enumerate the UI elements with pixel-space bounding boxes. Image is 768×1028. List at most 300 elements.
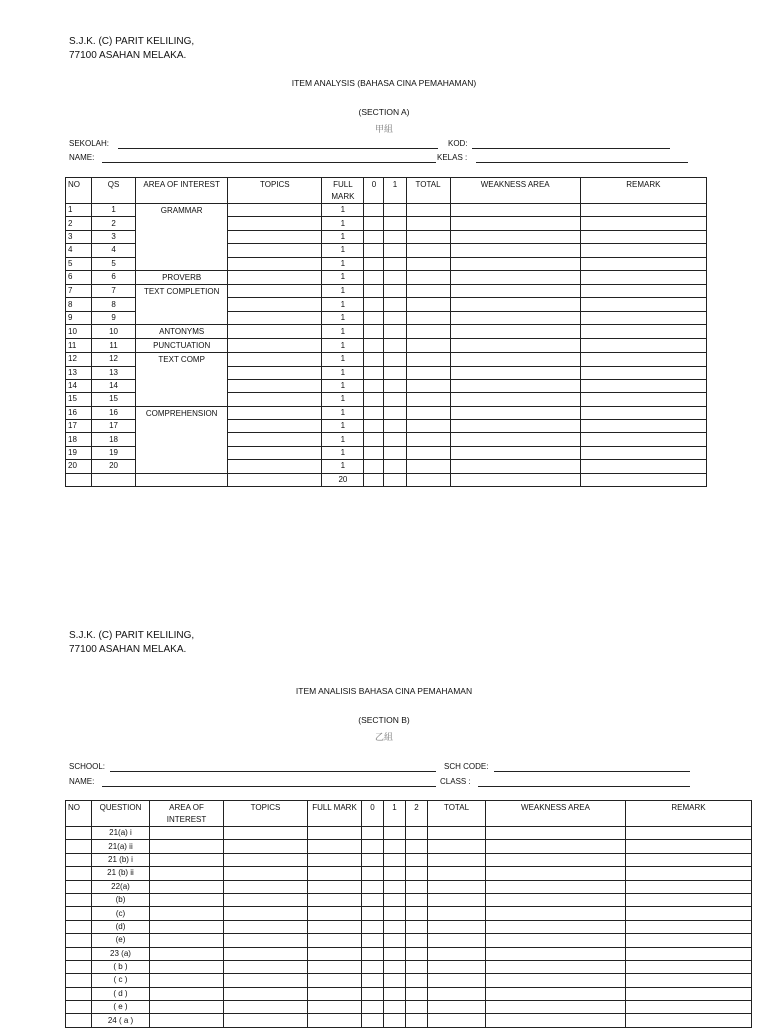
- table-row: [66, 987, 752, 1000]
- weakness-area-cell[interactable]: [486, 867, 626, 880]
- score-2-cell[interactable]: [406, 880, 428, 893]
- remark-cell[interactable]: [626, 960, 752, 973]
- weakness-area-cell[interactable]: [450, 353, 580, 366]
- header-no: NO: [66, 178, 92, 204]
- score-1-cell[interactable]: [384, 987, 406, 1000]
- score-1-cell[interactable]: [384, 1001, 406, 1014]
- total-cell[interactable]: [406, 257, 450, 270]
- question-number: 23 (a): [92, 947, 150, 960]
- total-cell[interactable]: [428, 880, 486, 893]
- full-mark: 1: [322, 244, 364, 257]
- topics-cell[interactable]: [228, 446, 322, 459]
- topics-cell[interactable]: [224, 840, 308, 853]
- row-number: 3: [66, 230, 92, 243]
- score-0-cell[interactable]: [362, 867, 384, 880]
- weakness-area-cell[interactable]: [486, 974, 626, 987]
- score-0-cell[interactable]: [362, 934, 384, 947]
- score-1-cell[interactable]: [384, 867, 406, 880]
- weakness-area-cell[interactable]: [450, 339, 580, 353]
- total-cell[interactable]: [406, 230, 450, 243]
- score-0-cell[interactable]: [364, 473, 384, 486]
- total-cell[interactable]: [428, 840, 486, 853]
- name-field[interactable]: [102, 786, 436, 787]
- topics-cell[interactable]: [224, 1001, 308, 1014]
- total-cell[interactable]: [406, 446, 450, 459]
- question-number: (d): [92, 920, 150, 933]
- question-number: ( e ): [92, 1001, 150, 1014]
- score-1-cell[interactable]: [384, 217, 406, 230]
- score-0-cell[interactable]: [362, 907, 384, 920]
- remark-cell[interactable]: [580, 460, 706, 473]
- table-row: [66, 325, 707, 339]
- score-1-cell[interactable]: [384, 325, 406, 339]
- score-1-cell[interactable]: [384, 460, 406, 473]
- remark-cell[interactable]: [580, 446, 706, 459]
- score-2-cell[interactable]: [406, 947, 428, 960]
- remark-cell[interactable]: [626, 827, 752, 840]
- weakness-area-cell[interactable]: [450, 379, 580, 392]
- remark-cell[interactable]: [626, 893, 752, 906]
- score-0-cell[interactable]: [364, 230, 384, 243]
- full-mark-cell[interactable]: [308, 853, 362, 866]
- topics-cell[interactable]: [228, 284, 322, 297]
- score-2-cell[interactable]: [406, 827, 428, 840]
- remark-cell[interactable]: [626, 974, 752, 987]
- total-cell[interactable]: [406, 298, 450, 311]
- score-1-cell[interactable]: [384, 907, 406, 920]
- remark-cell[interactable]: [580, 270, 706, 284]
- full-mark-cell[interactable]: [308, 920, 362, 933]
- full-mark-cell[interactable]: [308, 867, 362, 880]
- score-1-cell[interactable]: [384, 379, 406, 392]
- question-number[interactable]: [92, 473, 136, 486]
- weakness-area-cell[interactable]: [450, 393, 580, 406]
- topics-cell[interactable]: [228, 217, 322, 230]
- remark-cell[interactable]: [580, 353, 706, 366]
- score-2-cell[interactable]: [406, 987, 428, 1000]
- question-number: 21 (b) ii: [92, 867, 150, 880]
- score-0-cell[interactable]: [362, 920, 384, 933]
- remark-cell[interactable]: [626, 934, 752, 947]
- total-cell[interactable]: [428, 853, 486, 866]
- weakness-area-cell[interactable]: [450, 366, 580, 379]
- score-0-cell[interactable]: [364, 379, 384, 392]
- score-0-cell[interactable]: [364, 284, 384, 297]
- remark-cell[interactable]: [580, 339, 706, 353]
- remark-cell[interactable]: [580, 473, 706, 486]
- score-0-cell[interactable]: [364, 244, 384, 257]
- header-total: TOTAL: [428, 801, 486, 827]
- score-1-cell[interactable]: [384, 880, 406, 893]
- score-0-cell[interactable]: [364, 325, 384, 339]
- weakness-area-cell[interactable]: [486, 840, 626, 853]
- total-cell[interactable]: [406, 325, 450, 339]
- row-number: [66, 1001, 92, 1014]
- total-cell[interactable]: [428, 907, 486, 920]
- weakness-area-cell[interactable]: [450, 433, 580, 446]
- class-field[interactable]: [478, 786, 690, 787]
- score-2-cell[interactable]: [406, 907, 428, 920]
- weakness-area-cell[interactable]: [486, 907, 626, 920]
- weakness-area-cell[interactable]: [450, 217, 580, 230]
- remark-cell[interactable]: [626, 947, 752, 960]
- score-1-cell[interactable]: [384, 446, 406, 459]
- total-cell[interactable]: [406, 270, 450, 284]
- question-number: ( b ): [92, 960, 150, 973]
- full-mark-cell[interactable]: [308, 947, 362, 960]
- weakness-area-cell[interactable]: [450, 420, 580, 433]
- score-1-cell[interactable]: [384, 284, 406, 297]
- full-mark-cell[interactable]: [308, 827, 362, 840]
- score-0-cell[interactable]: [362, 960, 384, 973]
- weakness-area-cell[interactable]: [486, 1001, 626, 1014]
- row-number: 6: [66, 270, 92, 284]
- total-cell[interactable]: [406, 420, 450, 433]
- topics-cell[interactable]: [224, 974, 308, 987]
- score-1-cell[interactable]: [384, 311, 406, 324]
- score-0-cell[interactable]: [362, 880, 384, 893]
- topics-cell[interactable]: [228, 406, 322, 419]
- remark-cell[interactable]: [580, 298, 706, 311]
- score-0-cell[interactable]: [364, 353, 384, 366]
- score-0-cell[interactable]: [364, 446, 384, 459]
- area-of-interest[interactable]: [136, 473, 228, 486]
- score-2-cell[interactable]: [406, 1014, 428, 1027]
- total-cell[interactable]: [428, 827, 486, 840]
- remark-cell[interactable]: [580, 204, 706, 217]
- topics-cell[interactable]: [228, 257, 322, 270]
- score-2-cell[interactable]: [406, 840, 428, 853]
- weakness-area-cell[interactable]: [450, 244, 580, 257]
- score-0-cell[interactable]: [364, 270, 384, 284]
- sch-code-field[interactable]: [494, 771, 690, 772]
- score-1-cell[interactable]: [384, 298, 406, 311]
- score-1-cell[interactable]: [384, 406, 406, 419]
- topics-cell[interactable]: [228, 311, 322, 324]
- school-name: S.J.K. (C) PARIT KELILING,: [69, 36, 195, 47]
- row-number: 13: [66, 366, 92, 379]
- remark-cell[interactable]: [580, 366, 706, 379]
- kelas-field[interactable]: [476, 162, 688, 163]
- row-number: [66, 893, 92, 906]
- row-number: [66, 947, 92, 960]
- topics-cell[interactable]: [224, 947, 308, 960]
- area-of-interest: [150, 840, 224, 853]
- score-1-cell[interactable]: [384, 420, 406, 433]
- score-0-cell[interactable]: [364, 366, 384, 379]
- topics-cell[interactable]: [228, 473, 322, 486]
- score-1-cell[interactable]: [384, 840, 406, 853]
- score-0-cell[interactable]: [362, 827, 384, 840]
- full-mark-cell[interactable]: [308, 907, 362, 920]
- score-1-cell[interactable]: [384, 204, 406, 217]
- full-mark-cell[interactable]: [308, 987, 362, 1000]
- topics-cell[interactable]: [228, 433, 322, 446]
- topics-cell[interactable]: [224, 960, 308, 973]
- topics-cell[interactable]: [228, 325, 322, 339]
- section-label: (SECTION A): [358, 107, 410, 117]
- score-1-cell[interactable]: [384, 270, 406, 284]
- remark-cell[interactable]: [626, 880, 752, 893]
- full-mark: 1: [322, 420, 364, 433]
- score-2-cell[interactable]: [406, 867, 428, 880]
- total-cell[interactable]: [406, 353, 450, 366]
- total-cell[interactable]: [428, 974, 486, 987]
- total-cell[interactable]: [406, 366, 450, 379]
- score-1-cell[interactable]: [384, 947, 406, 960]
- weakness-area-cell[interactable]: [486, 987, 626, 1000]
- score-1-cell[interactable]: [384, 934, 406, 947]
- full-mark-cell[interactable]: [308, 960, 362, 973]
- remark-cell[interactable]: [626, 920, 752, 933]
- topics-cell[interactable]: [224, 1014, 308, 1027]
- total-cell[interactable]: [428, 867, 486, 880]
- topics-cell[interactable]: [228, 230, 322, 243]
- weakness-area-cell[interactable]: [450, 460, 580, 473]
- full-mark-cell[interactable]: [308, 934, 362, 947]
- header-full-mark: FULL MARK: [322, 178, 364, 204]
- score-0-cell[interactable]: [362, 893, 384, 906]
- question-number: 16: [92, 406, 136, 419]
- school-field[interactable]: [110, 771, 436, 772]
- header-score-0: 0: [364, 178, 384, 204]
- row-number: 7: [66, 284, 92, 297]
- weakness-area-cell[interactable]: [450, 446, 580, 459]
- total-cell[interactable]: [406, 217, 450, 230]
- total-cell[interactable]: [406, 406, 450, 419]
- total-cell[interactable]: [406, 379, 450, 392]
- total-cell[interactable]: [406, 339, 450, 353]
- score-1-cell[interactable]: [384, 920, 406, 933]
- total-cell[interactable]: [406, 393, 450, 406]
- score-1-cell[interactable]: [384, 366, 406, 379]
- weakness-area-cell[interactable]: [486, 920, 626, 933]
- score-2-cell[interactable]: [406, 893, 428, 906]
- weakness-area-cell[interactable]: [450, 473, 580, 486]
- total-cell[interactable]: [428, 987, 486, 1000]
- topics-cell[interactable]: [224, 987, 308, 1000]
- remark-cell[interactable]: [626, 907, 752, 920]
- topics-cell[interactable]: [228, 393, 322, 406]
- score-0-cell[interactable]: [364, 460, 384, 473]
- topics-cell[interactable]: [228, 244, 322, 257]
- weakness-area-cell[interactable]: [450, 298, 580, 311]
- topics-cell[interactable]: [224, 907, 308, 920]
- score-0-cell[interactable]: [362, 987, 384, 1000]
- total-cell[interactable]: [428, 960, 486, 973]
- row-number: 5: [66, 257, 92, 270]
- remark-cell[interactable]: [626, 1001, 752, 1014]
- score-1-cell[interactable]: [384, 827, 406, 840]
- score-1-cell[interactable]: [384, 230, 406, 243]
- score-0-cell[interactable]: [364, 420, 384, 433]
- remark-cell[interactable]: [580, 325, 706, 339]
- header-area-of-interest: AREA OF INTEREST: [136, 178, 228, 204]
- topics-cell[interactable]: [224, 853, 308, 866]
- weakness-area-cell[interactable]: [450, 284, 580, 297]
- remark-cell[interactable]: [626, 867, 752, 880]
- topics-cell[interactable]: [228, 460, 322, 473]
- remark-cell[interactable]: [580, 244, 706, 257]
- score-1-cell[interactable]: [384, 353, 406, 366]
- sekolah-field[interactable]: [118, 148, 438, 149]
- remark-cell[interactable]: [580, 217, 706, 230]
- remark-cell[interactable]: [626, 987, 752, 1000]
- score-0-cell[interactable]: [364, 204, 384, 217]
- remark-cell[interactable]: [580, 406, 706, 419]
- topics-cell[interactable]: [224, 920, 308, 933]
- weakness-area-cell[interactable]: [486, 947, 626, 960]
- remark-cell[interactable]: [580, 230, 706, 243]
- total-cell[interactable]: [428, 947, 486, 960]
- score-1-cell[interactable]: [384, 433, 406, 446]
- remark-cell[interactable]: [580, 420, 706, 433]
- total-cell[interactable]: [428, 893, 486, 906]
- total-cell[interactable]: [406, 311, 450, 324]
- kod-field[interactable]: [472, 148, 670, 149]
- weakness-area-cell[interactable]: [450, 325, 580, 339]
- area-of-interest: TEXT COMPLETION: [136, 284, 228, 324]
- score-1-cell[interactable]: [384, 339, 406, 353]
- weakness-area-cell[interactable]: [486, 960, 626, 973]
- total-cell[interactable]: [406, 204, 450, 217]
- score-0-cell[interactable]: [362, 853, 384, 866]
- score-0-cell[interactable]: [364, 339, 384, 353]
- score-0-cell[interactable]: [362, 947, 384, 960]
- total-cell[interactable]: [428, 920, 486, 933]
- total-cell[interactable]: [406, 473, 450, 486]
- topics-cell[interactable]: [228, 379, 322, 392]
- topics-cell[interactable]: [228, 298, 322, 311]
- topics-cell[interactable]: [228, 270, 322, 284]
- full-mark: 1: [322, 257, 364, 270]
- score-2-cell[interactable]: [406, 934, 428, 947]
- topics-cell[interactable]: [224, 827, 308, 840]
- score-2-cell[interactable]: [406, 920, 428, 933]
- row-number: 19: [66, 446, 92, 459]
- score-0-cell[interactable]: [364, 406, 384, 419]
- row-number: 8: [66, 298, 92, 311]
- topics-cell[interactable]: [228, 204, 322, 217]
- weakness-area-cell[interactable]: [450, 311, 580, 324]
- score-1-cell[interactable]: [384, 853, 406, 866]
- score-0-cell[interactable]: [364, 217, 384, 230]
- score-2-cell[interactable]: [406, 853, 428, 866]
- question-number: 21 (b) i: [92, 853, 150, 866]
- topics-cell[interactable]: [224, 880, 308, 893]
- full-mark-cell[interactable]: [308, 893, 362, 906]
- score-1-cell[interactable]: [384, 393, 406, 406]
- row-number[interactable]: [66, 473, 92, 486]
- full-mark-cell[interactable]: [308, 880, 362, 893]
- remark-cell[interactable]: [580, 433, 706, 446]
- score-0-cell[interactable]: [364, 433, 384, 446]
- weakness-area-cell[interactable]: [486, 1014, 626, 1027]
- score-0-cell[interactable]: [364, 298, 384, 311]
- topics-cell[interactable]: [228, 366, 322, 379]
- remark-cell[interactable]: [580, 379, 706, 392]
- topics-cell[interactable]: [224, 893, 308, 906]
- remark-cell[interactable]: [580, 393, 706, 406]
- score-0-cell[interactable]: [364, 393, 384, 406]
- total-cell[interactable]: [428, 934, 486, 947]
- score-1-cell[interactable]: [384, 257, 406, 270]
- remark-cell[interactable]: [580, 311, 706, 324]
- score-0-cell[interactable]: [362, 1001, 384, 1014]
- kod-label: KOD:: [448, 139, 468, 148]
- row-number: 10: [66, 325, 92, 339]
- topics-cell[interactable]: [228, 353, 322, 366]
- weakness-area-cell[interactable]: [450, 270, 580, 284]
- weakness-area-cell[interactable]: [450, 406, 580, 419]
- remark-cell[interactable]: [580, 284, 706, 297]
- area-of-interest: PUNCTUATION: [136, 339, 228, 353]
- score-0-cell[interactable]: [364, 311, 384, 324]
- score-2-cell[interactable]: [406, 974, 428, 987]
- question-number: 15: [92, 393, 136, 406]
- remark-cell[interactable]: [580, 257, 706, 270]
- topics-cell[interactable]: [224, 934, 308, 947]
- score-1-cell[interactable]: [384, 960, 406, 973]
- score-0-cell[interactable]: [364, 257, 384, 270]
- topics-cell[interactable]: [228, 339, 322, 353]
- score-1-cell[interactable]: [384, 473, 406, 486]
- weakness-area-cell[interactable]: [486, 853, 626, 866]
- question-number: 20: [92, 460, 136, 473]
- weakness-area-cell[interactable]: [486, 934, 626, 947]
- school-postcode: 77100 ASAHAN MELAKA.: [69, 644, 187, 655]
- score-1-cell[interactable]: [384, 244, 406, 257]
- weakness-area-cell[interactable]: [486, 827, 626, 840]
- weakness-area-cell[interactable]: [450, 204, 580, 217]
- topics-cell[interactable]: [228, 420, 322, 433]
- topics-cell[interactable]: [224, 867, 308, 880]
- remark-cell[interactable]: [626, 853, 752, 866]
- score-2-cell[interactable]: [406, 960, 428, 973]
- total-cell[interactable]: [428, 1014, 486, 1027]
- full-mark-cell[interactable]: [308, 974, 362, 987]
- total-cell[interactable]: [406, 433, 450, 446]
- table-row: [66, 1014, 752, 1027]
- score-1-cell[interactable]: [384, 974, 406, 987]
- score-1-cell[interactable]: [384, 1014, 406, 1027]
- score-1-cell[interactable]: [384, 893, 406, 906]
- remark-cell[interactable]: [626, 840, 752, 853]
- full-mark-cell[interactable]: [308, 1001, 362, 1014]
- full-mark-cell[interactable]: [308, 840, 362, 853]
- weakness-area-cell[interactable]: [450, 257, 580, 270]
- score-2-cell[interactable]: [406, 1001, 428, 1014]
- weakness-area-cell[interactable]: [450, 230, 580, 243]
- total-cell[interactable]: [406, 460, 450, 473]
- weakness-area-cell[interactable]: [486, 880, 626, 893]
- area-of-interest: [150, 960, 224, 973]
- full-mark: 1: [322, 433, 364, 446]
- score-0-cell[interactable]: [362, 840, 384, 853]
- score-0-cell[interactable]: [362, 1014, 384, 1027]
- score-0-cell[interactable]: [362, 974, 384, 987]
- total-cell[interactable]: [428, 1001, 486, 1014]
- full-mark-cell[interactable]: [308, 1014, 362, 1027]
- row-number: [66, 960, 92, 973]
- question-number: ( d ): [92, 987, 150, 1000]
- weakness-area-cell[interactable]: [486, 893, 626, 906]
- total-cell[interactable]: [406, 244, 450, 257]
- total-cell[interactable]: [406, 284, 450, 297]
- name-field[interactable]: [102, 162, 436, 163]
- remark-cell[interactable]: [626, 1014, 752, 1027]
- area-of-interest: [150, 907, 224, 920]
